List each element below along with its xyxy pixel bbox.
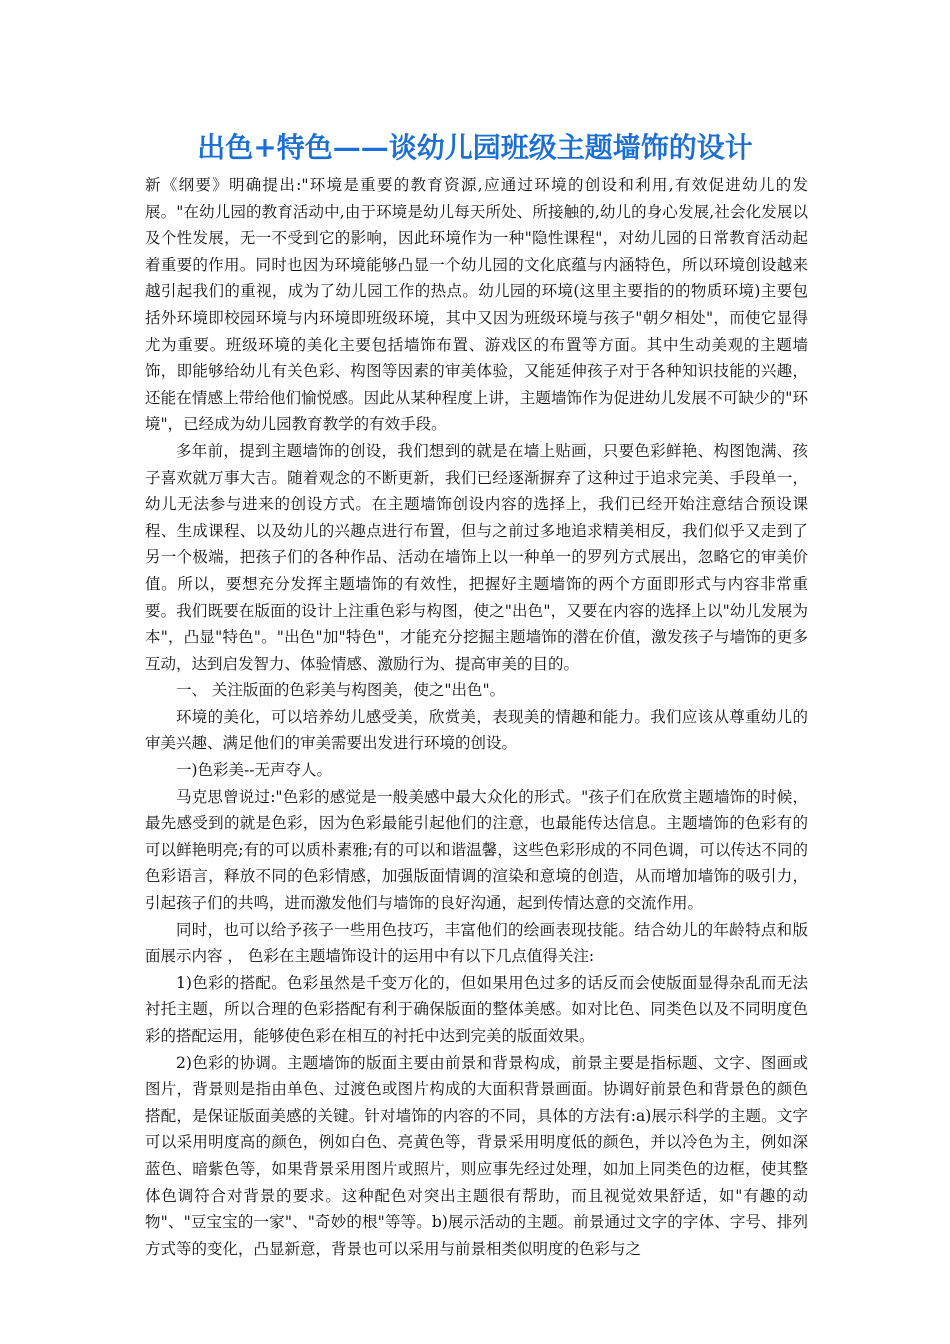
list-item: 2)色彩的协调。主题墙饰的版面主要由前景和背景构成，前景主要是指标题、文字、图画或图片，背景则是指由单色、过渡色或图片构成的大面积背景画面。协调好前景色和背景色的颜色搭配，是保证版面美感的关键。针对墙饰的内容的不同，具体的方法有:a)展示科学的主题。文字可以采用明度高的颜色，例如白色、亮黄色等，背景采用明度低的颜色，并以冷色为主，例如深蓝色、暗紫色等，如果背景采用图片或照片，则应事先经过处理，如加上同类色的边框，使其整体色调符合对背景的要求。这种配色对突出主题很有帮助，而且视觉效果舒适，如"有趣的动物"、"豆宝宝的一家"、"奇妙的根"等等。b)展示活动的主题。前景通过文字的字体、字号、排列方式等的变化，凸显新意，背景也可以采用与前景相类似明度的色彩与之 (145, 1053, 808, 1258)
paragraph: 多年前，提到主题墙饰的创设，我们想到的就是在墙上贴画，只要色彩鲜艳、构图饱满、孩子喜欢就万事大吉。随着观念的不断更新，我们已经逐渐摒弃了这种过于追求完美、手段单一，幼儿无法参与进来的创设方式。在主题墙饰创设内容的选择上，我们已经开始注意结合预设课程、生成课程、以及幼儿的兴趣点进行布置，但与之前过多地追求精美相反，我们似乎又走到了另一个极端，把孩子们的各种作品、活动在墙饰上以一种单一的罗列方式展出，忽略它的审美价值。所以，要想充分发挥主题墙饰的有效性，把握好主题墙饰的两个方面即形式与内容非常重要。我们既要在版面的设计上注重色彩与构图，使之"出色"，又要在内容的选择上以"幼儿发展为本"，凸显"特色"。"出色"加"特色"，才能充分挖掘主题墙饰的潜在价值，激发孩子与墙饰的更多互动，达到启发智力、体验情感、激励行为、提高审美的目的。 (145, 441, 808, 673)
paragraph: 同时，也可以给予孩子一些用色技巧，丰富他们的绘画表现技能。结合幼儿的年龄特点和版面展示内容 ， 色彩在主题墙饰设计的运用中有以下几点值得关注: (145, 920, 808, 966)
list-item: 1)色彩的搭配。色彩虽然是千变万化的，但如果用色过多的话反而会使版面显得杂乱而无法衬托主题，所以合理的色彩搭配有利于确保版面的整体美感。如对比色、同类色以及不同明度色彩的搭配运用，能够使色彩在相互的衬托中达到完美的版面效果。 (145, 973, 808, 1045)
section-heading: 一、 关注版面的色彩美与构图美，使之"出色"。 (176, 681, 506, 700)
paragraph: 马克思曾说过:"色彩的感觉是一般美感中最大众化的形式。"孩子们在欣赏主题墙饰的时候，最先感受到的就是色彩，因为色彩最能引起他们的注意，也最能传达信息。主题墙饰的色彩有的可以鲜艳明亮;有的可以质朴素雅;有的可以和谐温馨，这些色彩形成的不同色调，可以传达不同的色彩语言，释放不同的色彩情感，加强版面情调的渲染和意境的创造，从而增加墙饰的吸引力，引起孩子们的共鸣，进而激发他们与墙饰的良好沟通，起到传情达意的交流作用。 (145, 787, 808, 913)
subsection-heading: 一)色彩美--无声夺人。 (176, 761, 333, 780)
document-body (145, 172, 808, 1262)
paragraph: 环境的美化，可以培养幼儿感受美，欣赏美，表现美的情趣和能力。我们应该从尊重幼儿的审美兴趣、满足他们的审美需要出发进行环境的创设。 (145, 707, 808, 753)
document-title: 出色+特色——谈幼儿园班级主题墙饰的设计 (197, 131, 753, 164)
paragraph: 新《纲要》明确提出:"环境是重要的教育资源,应通过环境的创设和利用,有效促进幼儿的发展。"在幼儿园的教育活动中,由于环境是幼儿每天所处、所接触的,幼儿的身心发展,社会化发展以及个性发展，无一不受到它的影响，因此环境作为一种"隐性课程"，对幼儿园的日常教育活动起着重要的作用。同时也因为环境能够凸显一个幼儿园的文化底蕴与内涵特色，所以环境创设越来越引起我们的重视，成为了幼儿园工作的热点。幼儿园的环境(这里主要指的的物质环境)主要包括外环境即校园环境与内环境即班级环境，其中又因为班级环境与孩子"朝夕相处"，而使它显得尤为重要。班级环境的美化主要包括墙饰布置、游戏区的布置等方面。其中生动美观的主题墙饰，即能够给幼儿有关色彩、构图等因素的审美体验，又能延伸孩子对于各种知识技能的兴趣，还能在情感上带给他们愉悦感。因此从某种程度上讲，主题墙饰作为促进幼儿发展不可缺少的"环境"，已经成为幼儿园教育教学的有效手段。 (145, 176, 808, 434)
